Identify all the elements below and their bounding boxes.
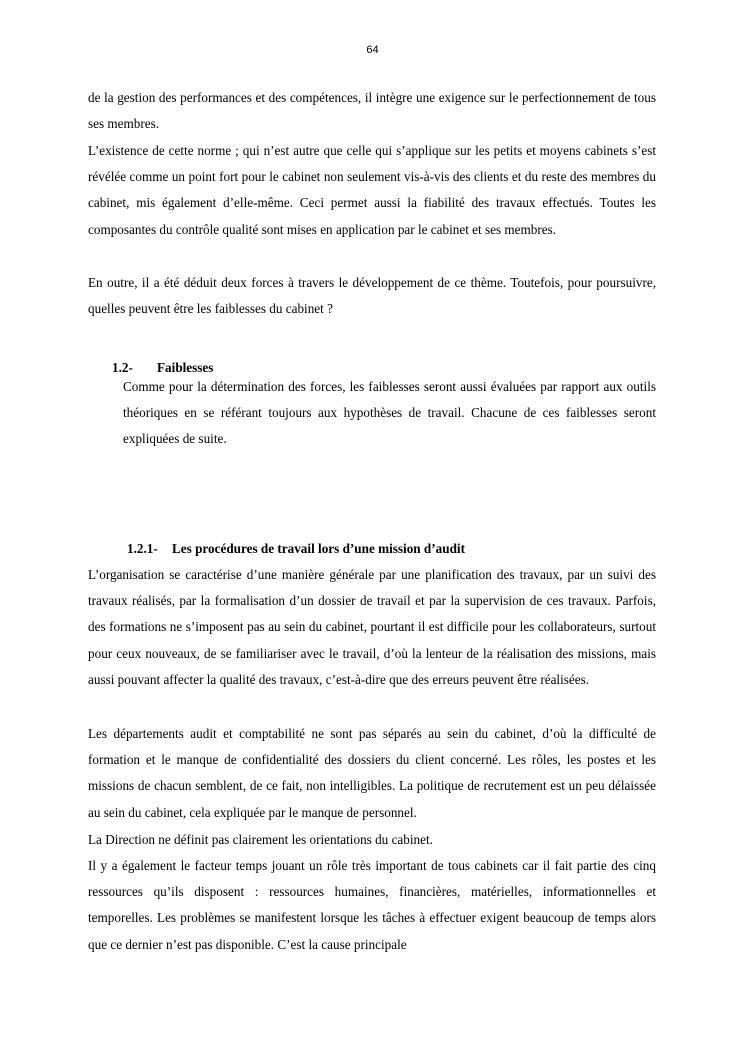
page-number: 64 — [366, 44, 379, 56]
subsection-title: Les procédures de travail lors d’une mission d’audit — [172, 541, 465, 556]
section-title: Faiblesses — [157, 360, 214, 375]
paragraph-direction: La Direction ne définit pas clairement les orientations du cabinet. — [88, 832, 433, 847]
paragraph-organisation: L’organisation se caractérise d’une manière générale par une planification des travaux, par un suivi des travaux réalisés, par la formalisation d’un dossier de travail et par la supervision de ces travaux. Parfois, des formations ne s’imposent pas au sein du cabinet, pourtant il est difficile pour les collaborateurs, surtout pour ceux nouveaux, de se familiariser avec le travail, d’où la lenteur de la réalisation des missions, mais aussi pouvant affecter la qualité des travaux, c’est-à-dire que des erreurs peuvent être réalisées. — [88, 567, 656, 687]
paragraph-deux-forces: En outre, il a été déduit deux forces à travers le développement de ce thème. Toutefois, pour poursuivre, quelles peuvent être les faiblesses du cabinet ? — [88, 275, 656, 317]
subsection-number: 1.2.1- — [127, 541, 158, 556]
paragraph-norme-existence: L’existence de cette norme ; qui n’est autre que celle qui s’applique sur les petits et moyens cabinets s’est révélée comme un point fort pour le cabinet non seulement vis-à-vis des clients et du reste des membres du cabinet, mis également d’elle-même. Ceci permet aussi la fiabilité des travaux effectués. Toutes les composantes du contrôle qualité sont mises en application par le cabinet et ses membres. — [88, 143, 656, 237]
paragraph-facteur-temps: Il y a également le facteur temps jouant un rôle très important de tous cabinets car il fait partie des cinq ressources qu’ils disposent : ressources humaines, financières, matérielles, informationnelles et temporelles. Les problèmes se manifestent lorsque les tâches à effectuer exigent beaucoup de temps alors que ce dernier n’est pas disponible. C’est la cause principale — [88, 858, 656, 952]
paragraph-departements: Les départements audit et comptabilité ne sont pas séparés au sein du cabinet, d’où la difficulté de formation et le manque de confidentialité des dossiers du client concerné. Les rôles, les postes et les missions de chacun semblent, de ce fait, non intelligibles. La politique de recrutement est un peu délaissée au sein du cabinet, cela expliquée par le manque de personnel. — [88, 726, 656, 820]
paragraph-faiblesses-intro: Comme pour la détermination des forces, les faiblesses seront aussi évaluées par rapport aux outils théoriques en se référant toujours aux hypothèses de travail. Chacune de ces faiblesses seront expliquées de suite. — [123, 379, 656, 447]
section-number: 1.2- — [112, 360, 133, 375]
paragraph-performance-continuation: de la gestion des performances et des compétences, il intègre une exigence sur le perfectionnement de tous ses membres. — [88, 90, 656, 132]
subsection-heading-procedures — [127, 539, 465, 559]
